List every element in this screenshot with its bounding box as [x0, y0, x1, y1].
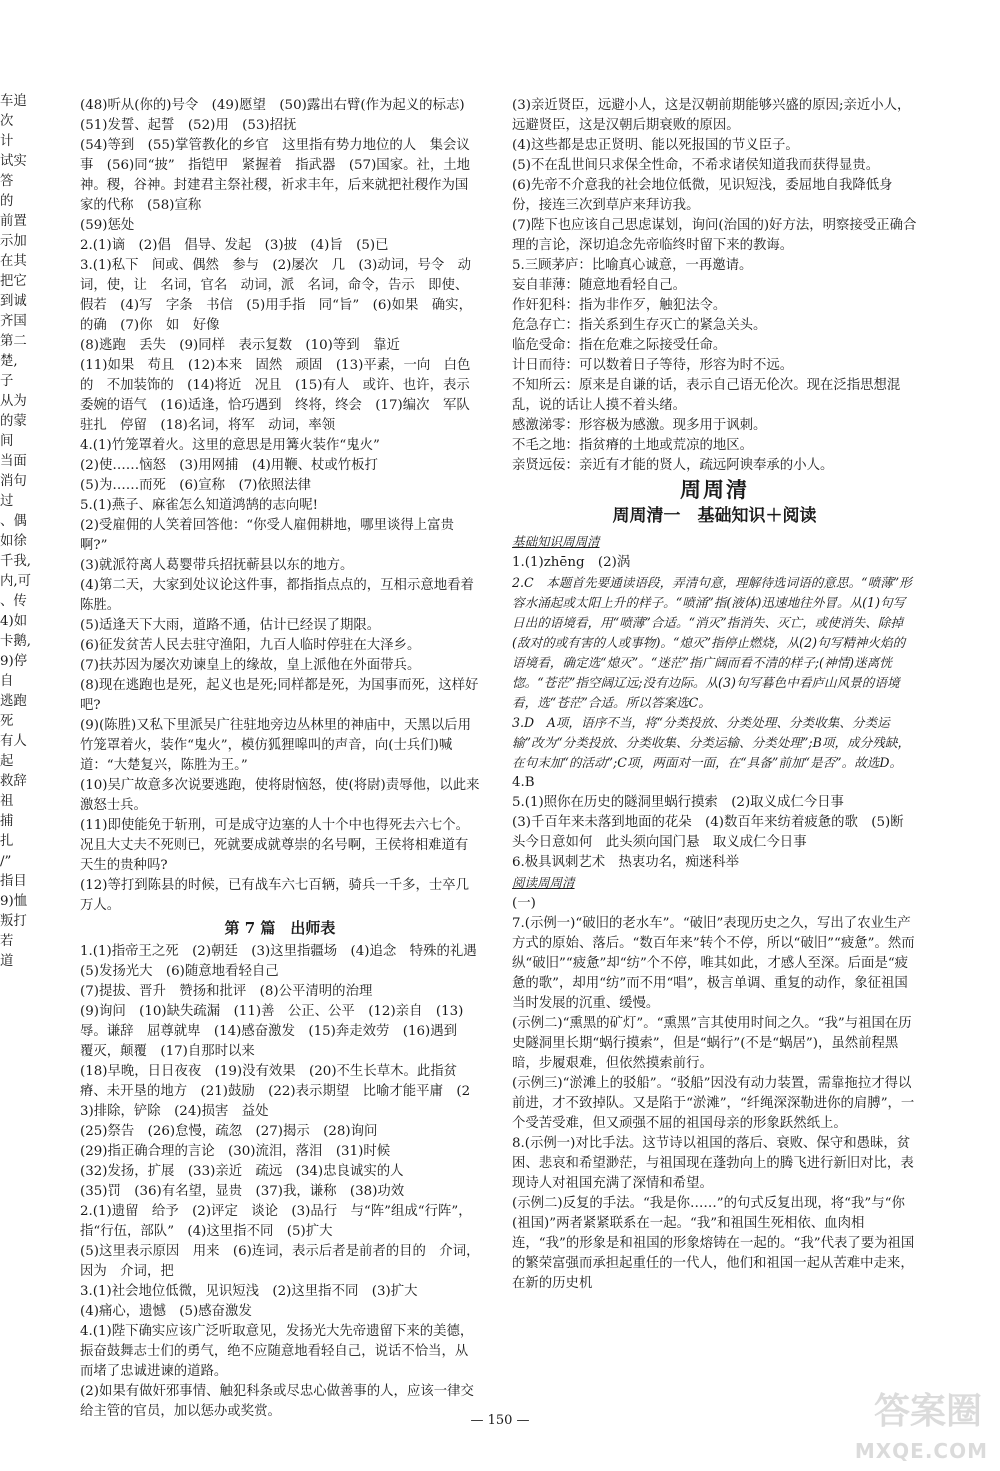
answer-line: (11)如果 苟且 (12)本来 固然 顽固 (13)平素，一向 白色的 不加装饰的 (14)将近 况且 (15)有人 或许、也许，表示委婉的语气 (16)适逢，恰巧遇到 终将，终会 (17)编次 军队驻扎 停留 (18)名词，将军 动词，率领: [80, 358, 471, 433]
answer-line: (5)为……而死 (6)宣称 (7)依照法律: [80, 478, 311, 493]
answer-line: 4.(1)竹笼罩着火。这里的意思是用篝火装作“鬼火”: [80, 438, 380, 453]
right-block-d: [512, 894, 917, 1294]
edge-fragment: 救辞: [0, 774, 27, 789]
edge-fragment: 4)如: [0, 614, 28, 629]
edge-fragment: 指目: [0, 874, 27, 889]
edge-fragment: 过: [0, 494, 14, 509]
label-basic: 基础知识周周清: [512, 534, 600, 549]
label-reading: 阅读周周清: [512, 875, 575, 890]
edge-fragment: 、偶: [0, 514, 27, 529]
edge-fragment: 逃跑: [0, 694, 27, 709]
left-edge-fragments: [0, 92, 58, 972]
answer-line: (9)询问 (10)缺失疏漏 (11)善 公正、公平 (12)亲自 (13)辱。谦辞 屈尊就卑 (14)感奋激发 (15)奔走效劳 (16)遇到 覆灭，颠覆 (17)自那时以来: [80, 1004, 471, 1059]
edge-fragment: 计: [0, 134, 14, 149]
edge-fragment: 次: [0, 114, 14, 129]
answer-line: (7)扶苏因为屡次劝谏皇上的缘故，皇上派他在外面带兵。: [80, 658, 421, 673]
page-number: — 150 —: [470, 1413, 530, 1428]
answer-line: 临危受命：指在危难之际接受任命。: [512, 338, 727, 353]
answer-line: (8)现在逃跑也是死，起义也是死;同样都是死，为国事而死，这样好吧?: [80, 678, 479, 713]
left-block-a: [80, 96, 480, 916]
answer-line: 作奸犯科：指为非作歹，触犯法令。: [512, 298, 727, 313]
edge-fragment: 在其: [0, 254, 27, 269]
edge-fragment: 车追: [0, 94, 27, 109]
edge-fragment: /”: [0, 854, 12, 869]
answer-line: 5.(1)燕子、麻雀怎么知道鸿鹄的志向呢!: [80, 498, 318, 513]
answer-line: (示例二)反复的手法。“我是你……”的句式反复出现，将“我”与“你(祖国)”两者紧紧联系在一起。“我”和祖国生死相依、血肉相连，“我”的形象是和祖国的形象熔铸在一起的。“我”代表了要为祖国的繁荣富强而承担起重任的一代人，他们和祖国一起从苦难中走来，在新的历史机: [512, 1196, 915, 1291]
answer-line: 计日而待：可以数着日子等待，形容为时不远。: [512, 358, 794, 373]
edge-fragment: 子: [0, 374, 14, 389]
answer-line: (6)先帝不介意我的社会地位低微，见识短浅，委屈地自我降低身份，接连三次到草庐来拜访我。: [512, 178, 893, 213]
answer-line: 2.(1)遗留 给予 (2)评定 谈论 (3)品行 与“阵”组成“行阵”，指“行伍，部队” (4)这里指不同 (5)扩大: [80, 1204, 472, 1239]
answer-line: 8.(示例一)对比手法。这节诗以祖国的落后、衰败、保守和愚昧，贫困、悲哀和希望渺茫，与祖国现在蓬勃向上的腾飞进行新旧对比，表现诗人对祖国充满了深情和希望。: [512, 1136, 914, 1191]
answer-line: (2)如果有做奸邪事情、触犯科条或尽忠心做善事的人，应该一律交给主管的官员，加以惩办或奖赏。: [80, 1384, 474, 1419]
watermark-top-text: 答案圈: [873, 1391, 982, 1432]
answer-line: (3)就派符离人葛婴带兵招抚蕲县以东的地方。: [80, 558, 354, 573]
edge-fragment: 道: [0, 954, 14, 969]
edge-fragment: 试实: [0, 154, 27, 169]
answer-line: (4)痛心，遗憾 (5)感奋激发: [80, 1304, 252, 1319]
edge-fragment: 间: [0, 434, 14, 449]
edge-fragment: 祖: [0, 794, 14, 809]
edge-fragment: 内,可: [0, 574, 32, 589]
answer-line: (18)早晚，日日夜夜 (19)没有效果 (20)不生长草木。此指贫瘠、未开垦的地方 (21)鼓励 (22)表示期望 比喻才能平庸 (23)排除，铲除 (24)损害 益处: [80, 1064, 471, 1119]
answer-line: 5.三顾茅庐：比喻真心诚意，一再邀请。: [512, 258, 753, 273]
answer-line: (29)指正确合理的言论 (30)流泪，落泪 (31)时候: [80, 1144, 391, 1159]
answer-line: 5.(1)照你在历史的隧洞里蜗行摸索 (2)取义成仁今日事: [512, 795, 844, 810]
answer-line: (11)即使能免于斩刑，可是成守边塞的人十个中也得死去六七个。况且大丈夫不死则已，死就要成就尊崇的名号啊，王侯将相难道有天生的贵种吗?: [80, 818, 470, 873]
left-block-b: [80, 942, 491, 1422]
edge-fragment: 9)停: [0, 654, 28, 669]
answer-line: (9)(陈胜)又私下里派吴广往驻地旁边丛林里的神庙中，天黑以后用竹笼罩着火，装作“鬼火”，模仿狐狸嗥叫的声音，向(士兵们)喊道：“大楚复兴，陈胜为王。”: [80, 718, 471, 773]
watermark-url: MXQE.COM: [854, 1439, 988, 1463]
edge-fragment: 楚,: [0, 354, 18, 369]
edge-fragment: 自: [0, 674, 14, 689]
right-block-c: [512, 773, 917, 873]
answer-line: (48)听从(你的)号令 (49)愿望 (50)露出右臂(作为起义的标志) (51)发誓、起誓 (52)用 (53)招抚: [80, 98, 478, 133]
edge-fragment: 有人: [0, 734, 27, 749]
edge-fragment: 当面: [0, 454, 27, 469]
edge-fragment: 如徐: [0, 534, 27, 549]
edge-fragment: 的: [0, 194, 14, 209]
answer-line: 1.(1)指帝王之死 (2)朝廷 (3)这里指疆场 (4)追念 特殊的礼遇 (5)发扬光大 (6)随意地看轻自己: [80, 944, 491, 979]
answer-line: 6.极具讽刺艺术 热衷功名，痴迷科举: [512, 855, 740, 870]
answer-line: (12)等打到陈县的时候，已有战车六七百辆，骑兵一千多，士卒几万人。: [80, 878, 470, 913]
answer-line: (6)征发贫苦人民去驻守渔阳，九百人临时停驻在大泽乡。: [80, 638, 421, 653]
answer-line: (3)千百年来未落到地面的花朵 (4)数百年来纺着疲惫的歌 (5)断头今日意如何 此头须向国门悬 取义成仁今日事: [512, 815, 904, 850]
main-title: 周周清: [680, 477, 749, 502]
answer-line: (示例三)“淤滩上的驳船”。“驳船”因没有动力装置，需靠拖拉才得以前进，才不致掉队。又是陷于“淤滩”，“纤绳深深勒进你的肩膊”，一个受苦受难，但又顽强不屈的祖国母亲的形象跃然纸上。: [512, 1076, 915, 1131]
answer-line: 妄自菲薄：随意地看轻自己。: [512, 278, 687, 293]
edge-fragment: 起: [0, 754, 14, 769]
answer-line: 4.B: [512, 775, 535, 790]
answer-line: (4)第二天，大家到处议论这件事，都指指点点的，互相示意地看着陈胜。: [80, 578, 474, 613]
right-block-a: [512, 96, 917, 476]
answer-line: (2)使……恼怒 (3)用网捕 (4)用鞭、杖或竹板打: [80, 458, 378, 473]
answer-line: (3)亲近贤臣，远避小人，这是汉朝前期能够兴盛的原因;亲近小人，远避贤臣，这是汉朝后期衰败的原因。: [512, 98, 911, 133]
answer-line: (35)罚 (36)有名望，显贵 (37)我，谦称 (38)功效: [80, 1184, 405, 1199]
answer-line: 2.(1)谪 (2)倡 倡导、发起 (3)披 (4)旨 (5)已: [80, 238, 389, 253]
answer-line: (5)适逢天下大雨，道路不通，估计已经误了期限。: [80, 618, 381, 633]
answer-line: 感激涕零：形容极为感激。现多用于讽刺。: [512, 418, 767, 433]
edge-fragment: 死: [0, 714, 14, 729]
sub-title: 周周清一 基础知识＋阅读: [612, 506, 817, 526]
right-column: [512, 96, 917, 1294]
edge-fragment: 到诚: [0, 294, 27, 309]
answer-line: 4.(1)陛下确实应该广泛听取意见，发扬光大先帝遗留下来的美德，振奋鼓舞志士们的勇气，绝不应随意地看轻自己，说话不恰当，从而堵了忠诚进谏的道路。: [80, 1324, 474, 1379]
answer-line: (8)逃跑 丢失 (9)同样 表示复数 (10)等到 靠近: [80, 338, 400, 353]
answer-line: 不知所云：原来是自谦的话，表示自己语无伦次。现在泛指思想混乱，说的话让人摸不着头绪。: [512, 378, 901, 413]
edge-fragment: 的蒙: [0, 414, 27, 429]
edge-fragment: 卡鹅,: [0, 634, 32, 649]
answer-line: 危急存亡：指关系到生存灭亡的紧急关头。: [512, 318, 767, 333]
edge-fragment: 第二: [0, 334, 27, 349]
left-column: [80, 96, 491, 1422]
edge-fragment: 从为: [0, 394, 27, 409]
answer-line: 3.(1)社会地位低微，见识短浅 (2)这里指不同 (3)扩大: [80, 1284, 418, 1299]
answer-line: 7.(示例一)“破旧的老水车”。“破旧”表现历史之久，写出了农业生产方式的原始、落后。“数百年来”转个不停，所以“破旧”“疲惫”。然而纵“破旧”“疲惫”却“纺”个不停，唯其如此，才感人至深。后面是“疲惫的歌”，却用“纺”而不用“唱”，极言单调、重复的动作，象征祖国当时发展的沉重、缓慢。: [512, 916, 915, 1011]
answer-line: (7)陛下也应该自己思虑谋划，询问(治国的)好方法，明察接受正确合理的言论，深切追念先帝临终时留下来的教诲。: [512, 218, 917, 253]
answer-line: (示例二)“熏黑的矿灯”。“熏黑”言其使用时间之久。“我”与祖国在历史隧洞里长期“蜗行摸索”，但是“蜗行”(不是“蜗居”)，虽然前程黑暗，步履艰难，但依然摸索前行。: [512, 1016, 912, 1071]
edge-fragment: 叛打: [0, 914, 27, 929]
watermark-logo: [818, 1383, 988, 1463]
edge-fragment: 前置: [0, 214, 27, 229]
edge-fragment: 若: [0, 934, 14, 949]
right-block-b: [512, 553, 917, 573]
section-title-chushibiao: 第 7 篇 出师表: [224, 919, 336, 937]
answer-line: (54)等到 (55)掌管教化的乡官 这里指有势力地位的人 集会议事 (56)同“披” 指铠甲 紧握着 指武器 (57)国家。社，土地神。稷，谷神。封建君主祭社稷，祈求丰年，后来就把社稷作为国家的代称 (58)宣称: [80, 138, 471, 213]
edge-fragment: 捕: [0, 814, 14, 829]
edge-fragment: 把它: [0, 274, 27, 289]
edge-fragment: 答: [0, 174, 14, 189]
answer-2: 2.C 本题首先要通读语段，弄清句意，理解待选词语的意思。“喷薄”形容水涌起或太阳上升的样子。“喷涌”指(液体)迅速地往外冒。从(1)句写日出的语境看，用“喷薄”合适。“消灭”指消失、灭亡，或使消失、除掉(敌对的或有害的人或事物)。“熄灭”指停止燃烧，从(2)句写精神火焰的语境看，确定选“熄灭”。“迷茫”指广阔而看不清的样子;(神情)迷离恍惚。“苍茫”指空阔辽远;没有边际。从(3)句写暮色中看庐山风景的语境看，选“苍茫”合适。所以答案选C。: [512, 575, 912, 710]
answer-line: (5)不在乱世间只求保全性命，不希求诸侯知道我而获得显贵。: [512, 158, 880, 173]
answer-line: (5)这里表示原因 用来 (6)连词，表示后者是前者的目的 介词，因为 介词，把: [80, 1244, 480, 1279]
edge-fragment: 扎: [0, 834, 14, 849]
answer-line: (一): [512, 896, 536, 911]
answer-3: 3.D A项，语序不当，将“分类投放、分类处理、分类收集、分类运输”改为“分类投放、分类收集、分类运输、分类处理”;B项，成分残缺，在句末加“的活动”;C项，两面对一面，在“具备”前加“是否”。故选D。: [512, 715, 911, 770]
edge-fragment: 消句: [0, 474, 27, 489]
answer-line: (59)惩处: [80, 218, 135, 233]
answer-line: (4)这些都是忠正贤明、能以死报国的节义臣子。: [512, 138, 799, 153]
edge-fragment: 千我,: [0, 554, 32, 569]
answer-line: 亲贤远佞：亲近有才能的贤人，疏远阿谀奉承的小人。: [512, 458, 834, 473]
answer-line: (10)吴广故意多次说要逃跑，使将尉恼怒，使(将尉)责辱他，以此来激怒士兵。: [80, 778, 480, 813]
answer-line: (2)受雇佣的人笑着回答他：“你受人雇佣耕地，哪里谈得上富贵啊?”: [80, 518, 454, 553]
answer-line: (7)提拔、晋升 赞扬和批评 (8)公平清明的治理: [80, 984, 373, 999]
edge-fragment: 齐国: [0, 314, 27, 329]
edge-fragment: 、传: [0, 594, 27, 609]
edge-fragment: 9)恤: [0, 894, 28, 909]
answer-line: 1.(1)zhēng (2)涡: [512, 555, 631, 570]
answer-line: (25)祭告 (26)怠慢，疏忽 (27)揭示 (28)询问: [80, 1124, 378, 1139]
answer-line: (32)发扬，扩展 (33)亲近 疏远 (34)忠良诚实的人: [80, 1164, 404, 1179]
answer-line: 3.(1)私下 间或、偶然 参与 (2)屡次 几 (3)动词，号令 动词，使，让 名词，官名 动词，派 名词，命令，告示 即使、假若 (4)写 字条 书信 (5)用手指 同“旨” (6)如果 确实，的确 (7)你 如 好像: [80, 258, 472, 333]
answer-line: 不毛之地：指贫瘠的土地或荒凉的地区。: [512, 438, 754, 453]
edge-fragment: 示加: [0, 234, 27, 249]
